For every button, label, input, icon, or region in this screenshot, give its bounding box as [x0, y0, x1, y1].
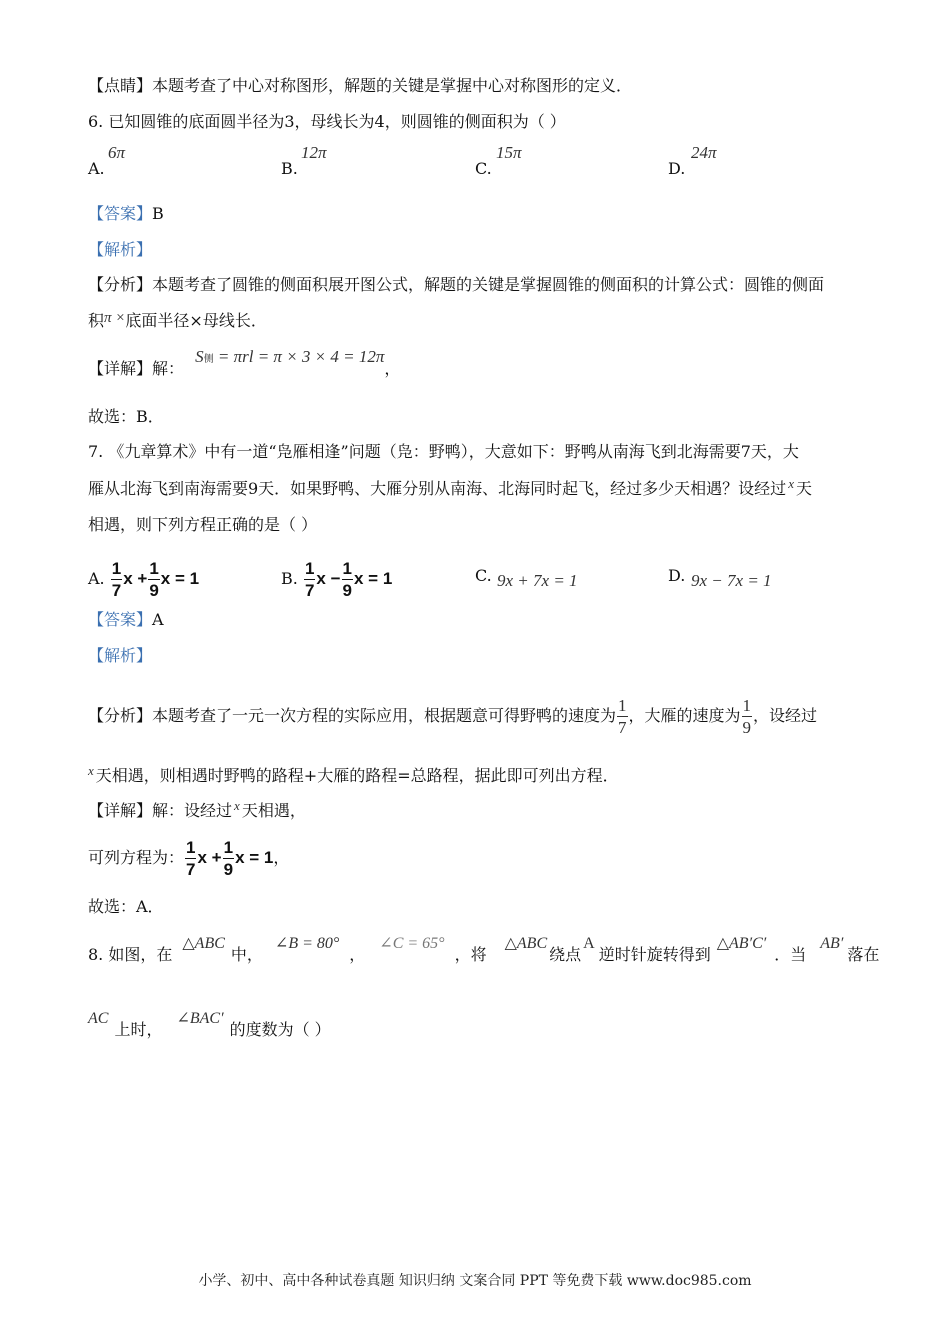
q6-option-b-label: B. — [281, 159, 298, 178]
q6-fenxi-line2 — [88, 309, 267, 334]
q7-option-c — [475, 564, 492, 588]
q7-stem-line1: 7. 《九章算术》中有一道“凫雁相逢”问题（凫：野鸭），大意如下：野鸭从南海飞到北海需要7天，大 — [88, 442, 799, 461]
page-footer: 小学、初中、高中各种试卷真题 知识归纳 文案合同 PPT 等免费下载 www.doc985.com — [198, 1273, 752, 1289]
q7-eq-end: ， — [273, 848, 290, 867]
q7-eq-frac2-den: 9 — [223, 860, 234, 880]
q8-math-triangle-abc: △ABC — [182, 935, 225, 952]
q7-fenxi-b: ，大雁的速度为 — [628, 706, 741, 725]
q7-xiangjie-b: 天相遇， — [241, 801, 306, 820]
q7-a-frac2 — [148, 560, 159, 599]
q6-xiangjie-line — [88, 347, 401, 384]
q7-xiangjie-tag: 【详解】 — [88, 801, 153, 820]
q6-option-c-label: C. — [475, 159, 492, 178]
q8-stem-line2 — [88, 1010, 331, 1043]
q7-a-frac1-den: 7 — [111, 581, 122, 600]
q8-text-6: 逆时针旋转得到 — [598, 945, 711, 964]
q7-option-b-label: B. — [281, 568, 298, 588]
q6-fenxi-text2a: 积 — [88, 311, 105, 330]
q7-option-a-eq — [110, 559, 200, 600]
q8-stem-line1 — [88, 935, 880, 968]
q6-formula-sub: 侧 — [203, 354, 214, 365]
q7-fenxi-frac2-num: 1 — [742, 696, 752, 715]
q6-xiangjie-tag: 【详解】 — [88, 359, 153, 378]
q7-eq-mid: x + — [197, 848, 222, 867]
q7-fenxi-frac1 — [617, 697, 628, 736]
q7-fenxi-frac1-num: 1 — [618, 696, 627, 715]
q7-eq-prefix: 可列方程为： — [88, 848, 185, 867]
q6-fenxi-text1: 本题考查了圆锥的侧面积展开图公式，解题的关键是掌握圆锥的侧面积的计算公式：圆锥的侧面 — [152, 275, 825, 294]
q7-fenxi-frac2-den: 9 — [742, 718, 752, 737]
q7-equation-line — [88, 838, 289, 878]
q7-answer-line — [88, 608, 164, 632]
q7-eq — [184, 838, 274, 880]
q7-option-a-label: A. — [88, 568, 105, 588]
q7-option-d — [668, 564, 685, 588]
q8-text-9: 上时， — [114, 1020, 163, 1039]
q8-math-triangle-abc-2: △ABC — [504, 935, 548, 952]
q7-fenxi-x: x — [88, 763, 94, 778]
q6-option-d-label: D. — [668, 159, 686, 178]
q7-eq-tail: x = 1 — [235, 848, 274, 867]
q7-answer: A — [152, 610, 164, 629]
q7-b-frac2-num: 1 — [342, 559, 352, 578]
q6-formula — [195, 347, 384, 366]
q6-formula-s: S — [195, 347, 204, 366]
q6-answer-line — [88, 202, 164, 226]
q7-stem-line3: 相遇，则下列方程正确的是（ ） — [88, 515, 318, 534]
q7-answer-tag: 【答案】 — [88, 610, 153, 629]
q8-text-3: ， — [349, 945, 366, 964]
q6-fenxi-text2b: 底面半径×母线长． — [125, 311, 267, 330]
q7-fenxi-line1 — [88, 696, 817, 736]
q7-b-frac2 — [342, 560, 353, 599]
q7-option-b-eq — [303, 559, 393, 600]
q8-text-4: ，将 — [454, 945, 487, 964]
q7-a-tail: x = 1 — [160, 568, 200, 588]
q6-fenxi-tag: 【分析】 — [88, 275, 153, 294]
q6-option-a — [88, 157, 105, 181]
q6-option-a-label: A. — [88, 159, 105, 178]
q8-text-2: 中， — [230, 945, 263, 964]
dianjing-tag: 【点睛】 — [88, 76, 153, 95]
q7-b-frac1 — [304, 560, 315, 599]
q6-xiangjie-prefix: 解： — [152, 359, 185, 378]
q7-option-c-label: C. — [475, 566, 492, 585]
q6-choose: 故选：B． — [88, 407, 164, 426]
q8-math-point-a: A — [583, 935, 595, 952]
q7-eq-frac1 — [185, 839, 196, 878]
q6-formula-end: ， — [384, 359, 401, 378]
q8-text-7: ．当 — [774, 945, 807, 964]
q7-stem-line2 — [88, 477, 812, 502]
dianjing-line — [88, 74, 632, 98]
q7-option-c-value: 9x + 7x = 1 — [497, 571, 578, 590]
q7-b-frac1-num: 1 — [304, 559, 315, 578]
q8-text-8: 落在 — [847, 945, 880, 964]
q6-answer: B — [152, 204, 164, 223]
q6-option-b — [281, 157, 298, 181]
q7-stem-x: x — [788, 476, 794, 491]
q8-text-1: 8. 如图，在 — [88, 945, 173, 964]
q7-analysis-tag: 【解析】 — [88, 646, 153, 665]
q7-eq-frac1-num: 1 — [186, 838, 196, 858]
q6-option-d — [668, 157, 685, 181]
q7-fenxi-line2-text: 天相遇，则相遇时野鸭的路程+大雁的路程=总路程，据此即可列出方程． — [95, 766, 619, 785]
q7-fenxi-c: ，设经过 — [753, 706, 818, 725]
q7-a-frac2-num: 1 — [149, 559, 159, 578]
q7-option-d-value: 9x − 7x = 1 — [691, 571, 772, 590]
q6-answer-tag: 【答案】 — [88, 204, 153, 223]
q7-fenxi-frac2 — [742, 697, 753, 736]
q7-eq-frac2 — [223, 839, 234, 878]
q7-option-d-label: D. — [668, 566, 686, 585]
q8-math-triangle-ab1c1: △AB′C′ — [716, 935, 767, 952]
q6-option-d-value: 24π — [691, 143, 717, 162]
q8-math-angle-b: ∠B = 80° — [274, 935, 340, 952]
q8-text-5: 绕点 — [549, 945, 582, 964]
q7-b-mid: x − — [316, 568, 341, 588]
q6-option-c-value: 15π — [496, 143, 522, 162]
q7-xiangjie-a: 解：设经过 — [152, 801, 233, 820]
q7-xiangjie-x: x — [234, 798, 240, 813]
q7-fenxi-tag: 【分析】 — [88, 706, 153, 725]
q8-math-ac: AC — [88, 1010, 109, 1027]
q8-math-ab1: AB′ — [820, 935, 844, 952]
q6-option-a-value: 6π — [108, 143, 126, 162]
q6-analysis-tag: 【解析】 — [88, 240, 153, 259]
q7-xiangjie-line — [88, 799, 306, 824]
q7-fenxi-a: 本题考查了一元一次方程的实际应用，根据题意可得野鸭的速度为 — [152, 706, 617, 725]
q7-a-mid: x + — [123, 568, 148, 588]
q6-fenxi-line1 — [88, 273, 824, 297]
q6-option-b-value: 12π — [301, 143, 327, 162]
dianjing-text: 本题考查了中心对称图形，解题的关键是掌握中心对称图形的定义． — [152, 76, 633, 95]
q7-a-frac2-den: 9 — [149, 581, 159, 600]
q6-fenxi-pi: π × — [104, 310, 126, 326]
q6-option-c — [475, 157, 492, 181]
q6-stem: 6. 已知圆锥的底面圆半径为3，母线长为4，则圆锥的侧面积为（ ） — [88, 112, 566, 131]
q7-choose: 故选：A． — [88, 897, 164, 916]
q7-eq-frac2-num: 1 — [223, 838, 234, 858]
q8-math-angle-bac1: ∠BAC′ — [176, 1010, 224, 1027]
q7-option-b — [281, 560, 392, 599]
q7-a-frac1-num: 1 — [111, 559, 122, 578]
q7-option-a — [88, 560, 199, 599]
q8-math-angle-c: ∠C = 65° — [379, 935, 445, 952]
q7-stem-line2-b: 天 — [795, 479, 812, 498]
q7-fenxi-frac1-den: 7 — [618, 718, 627, 737]
q7-b-tail: x = 1 — [353, 568, 393, 588]
q7-a-frac1 — [111, 560, 122, 599]
q6-formula-rest: = πrl = π × 3 × 4 = 12π — [213, 347, 385, 366]
q7-b-frac2-den: 9 — [342, 581, 352, 600]
q8-text-10: 的度数为（ ） — [229, 1020, 331, 1039]
q7-eq-frac1-den: 7 — [186, 860, 196, 880]
q7-b-frac1-den: 7 — [304, 581, 315, 600]
q7-fenxi-line2 — [88, 764, 619, 789]
q7-stem-line2-a: 雁从北海飞到南海需要9天．如果野鸭、大雁分别从南海、北海同时起飞，经过多少天相遇？设经过 — [88, 479, 787, 498]
